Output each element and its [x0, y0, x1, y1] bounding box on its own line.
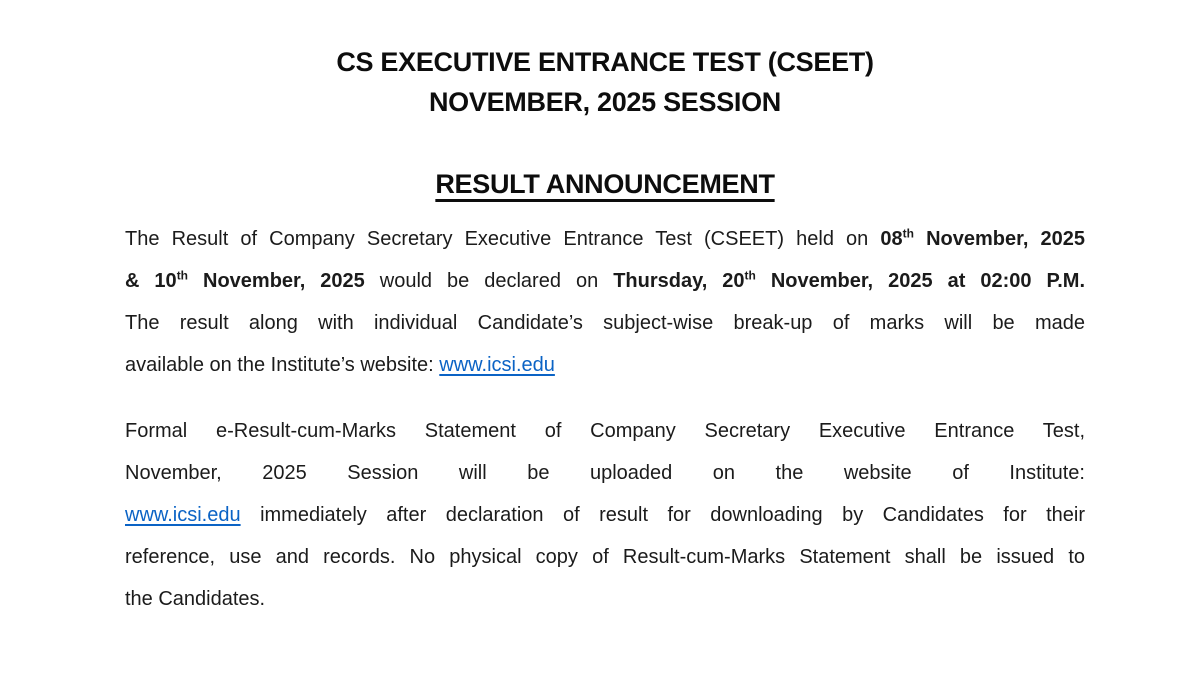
title-line-1: CS EXECUTIVE ENTRANCE TEST (CSEET) — [336, 47, 874, 77]
body-text: The result along with individual Candidate’s subject-wise break-up of marks will be made — [125, 312, 1085, 334]
paragraph-line — [125, 494, 1085, 536]
body-text: reference, use and records. No physical copy of Result-cum-Marks Statement shall be issued to — [125, 546, 1085, 568]
body-text: The Result of Company Secretary Executive Entrance Test (CSEET) held on — [125, 228, 881, 250]
icsi-website-link[interactable]: www.icsi.edu — [125, 504, 241, 526]
paragraph-line — [125, 578, 1085, 620]
exam-date-2-month: November, 2025 — [188, 270, 365, 292]
paragraph-marks-statement — [125, 410, 1085, 620]
result-announcement-text: RESULT ANNOUNCEMENT — [435, 169, 775, 199]
body-text: the Candidates. — [125, 588, 266, 610]
icsi-website-link[interactable]: www.icsi.edu — [439, 354, 555, 376]
paragraph-result-declaration — [125, 218, 1085, 386]
paragraph-line — [125, 260, 1085, 302]
declaration-date: Thursday, 20 — [613, 270, 745, 292]
body-text: available on the Institute’s website: — [125, 354, 440, 376]
exam-date-1: 08 — [880, 228, 903, 250]
ordinal-suffix: th — [744, 268, 756, 283]
paragraph-line — [125, 536, 1085, 578]
exam-date-1-month: November, 2025 — [914, 228, 1085, 250]
document-title — [125, 42, 1085, 122]
declaration-date-time: November, 2025 at 02:00 P.M. — [755, 270, 1086, 292]
body-text: immediately after declaration of result for downloading by Candidates for their — [240, 504, 1085, 526]
exam-date-2: & 10 — [125, 270, 177, 292]
paragraph-line — [125, 302, 1085, 344]
body-text: Formal e-Result-cum-Marks Statement of Company Secretary Executive Entrance Test, — [125, 420, 1085, 442]
title-line-2: NOVEMBER, 2025 SESSION — [428, 87, 782, 117]
paragraph-line — [125, 410, 1085, 452]
paragraph-line — [125, 452, 1085, 494]
result-announcement-heading — [125, 166, 1085, 202]
ordinal-suffix: th — [902, 226, 914, 241]
body-text: November, 2025 Session will be uploaded on the website of Institute: — [125, 462, 1085, 484]
paragraph-line — [125, 218, 1085, 260]
body-text: would be declared on — [364, 270, 614, 292]
ordinal-suffix: th — [176, 268, 189, 283]
paragraph-line — [125, 344, 1085, 386]
